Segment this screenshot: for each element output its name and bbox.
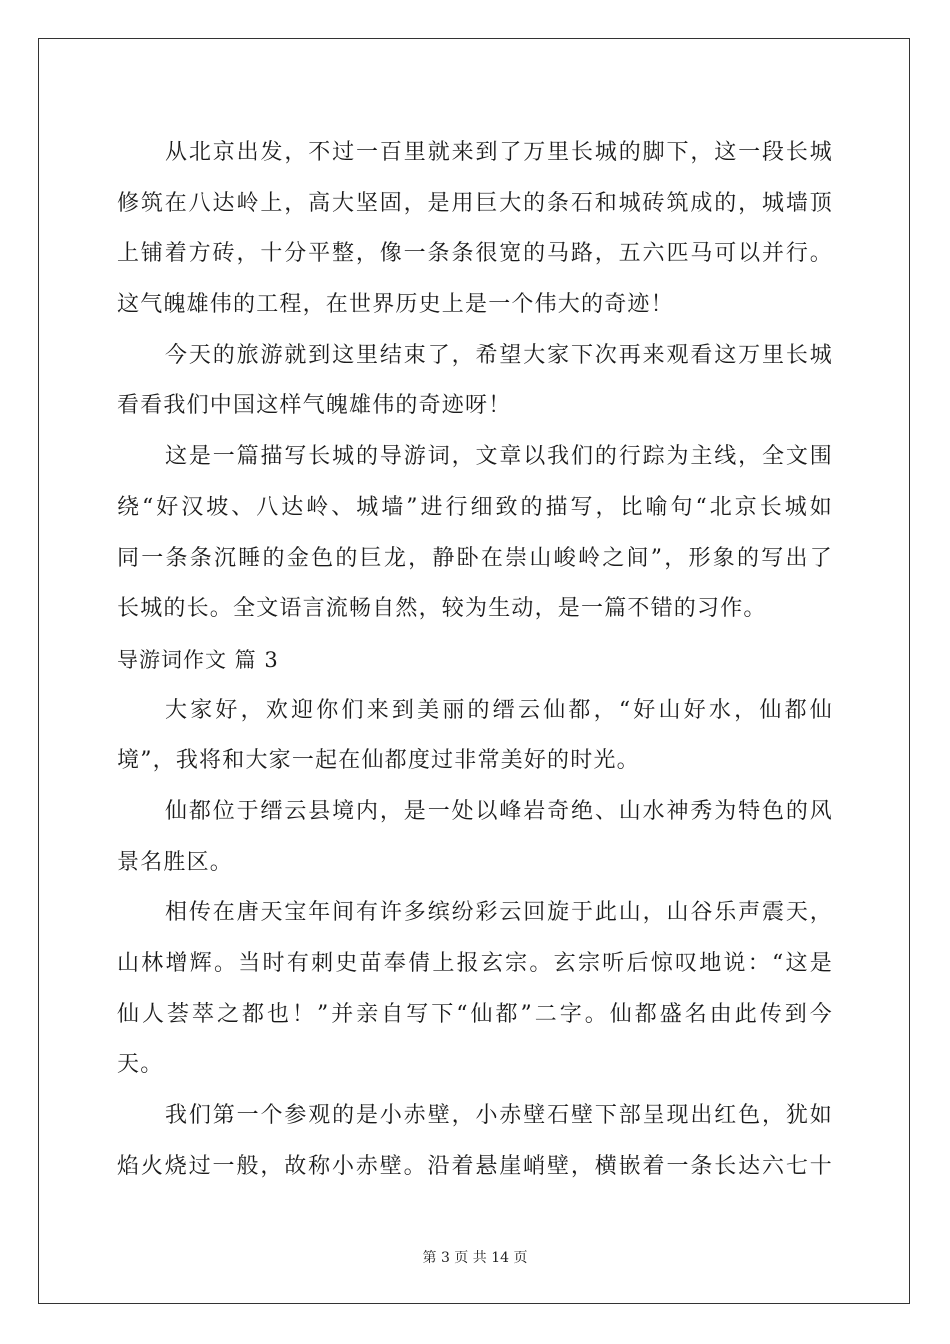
text-line: 这是一篇描写长城的导游词，文章以我们的行踪为主线，全文围 — [165, 444, 833, 470]
text-line: 境”，我将和大家一起在仙都度过非常美好的时光。 — [117, 748, 640, 774]
text-line: 同一条条沉睡的金色的巨龙，静卧在崇山峻岭之间”，形象的写出了 — [117, 545, 833, 571]
paragraph — [117, 686, 833, 787]
paragraph — [117, 888, 833, 1091]
document-body — [117, 128, 833, 1192]
text-line: 我们第一个参观的是小赤壁，小赤壁石壁下部呈现出红色，犹如 — [165, 1103, 833, 1129]
paragraph — [117, 1091, 833, 1192]
page-number: 第 3 页 共 14 页 — [422, 1250, 528, 1266]
text-line: 修筑在八达岭上，高大坚固，是用巨大的条石和城砖筑成的，城墙顶 — [117, 190, 833, 216]
text-line: 从北京出发，不过一百里就来到了万里长城的脚下，这一段长城 — [165, 140, 833, 165]
text-line: 景名胜区。 — [117, 849, 234, 875]
text-line: 长城的长。全文语言流畅自然，较为生动，是一篇不错的习作。 — [117, 596, 767, 622]
text-line: 焰火烧过一般，故称小赤壁。沿着悬崖峭壁，横嵌着一条长达六七十 — [117, 1153, 833, 1179]
text-line: 今天的旅游就到这里结束了，希望大家下次再来观看这万里长城 — [165, 342, 833, 368]
paragraph — [117, 128, 833, 331]
text-line: 相传在唐天宝年间有许多缤纷彩云回旋于此山，山谷乐声震天， — [165, 900, 833, 926]
text-line: 看看我们中国这样气魄雄伟的奇迹呀！ — [117, 393, 512, 419]
paragraph — [117, 432, 833, 635]
text-line: 这气魄雄伟的工程，在世界历史上是一个伟大的奇迹！ — [117, 292, 674, 318]
text-line: 绕“好汉坡、八达岭、城墙”进行细致的描写，比喻句“北京长城如 — [117, 494, 833, 520]
text-line: 大家好，欢迎你们来到美丽的缙云仙都，“好山好水，仙都仙 — [165, 697, 833, 723]
paragraph — [117, 787, 833, 888]
section-heading: 导游词作文 篇 3 — [117, 647, 279, 672]
text-line: 仙人荟萃之都也！”并亲自写下“仙都”二字。仙都盛名由此传到今 — [117, 1001, 833, 1027]
text-line: 山林增辉。当时有刺史苗奉倩上报玄宗。玄宗听后惊叹地说：“这是 — [117, 951, 833, 976]
text-line: 仙都位于缙云县境内，是一处以峰岩奇绝、山水神秀为特色的风 — [165, 798, 833, 824]
page-footer — [0, 1247, 950, 1267]
text-line: 上铺着方砖，十分平整，像一条条很宽的马路，五六匹马可以并行。 — [117, 241, 833, 267]
paragraph — [117, 331, 833, 432]
text-line: 天。 — [117, 1052, 164, 1078]
